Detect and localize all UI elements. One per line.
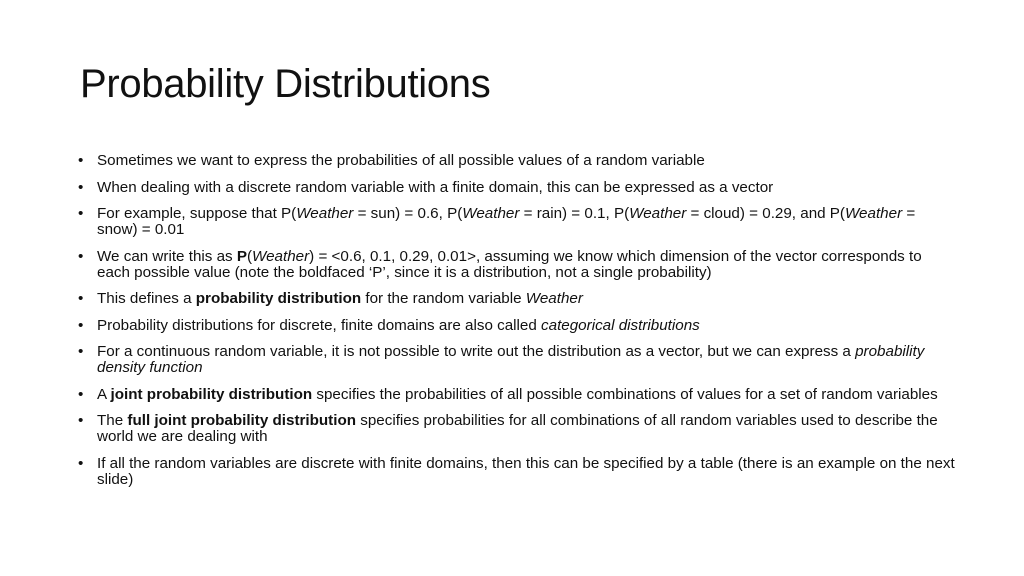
- bullet-text: We can write this as: [97, 247, 237, 265]
- bullet-list: [78, 153, 958, 498]
- bullet-text: specifies the probabilities of all possible combinations of values for a set of random variables: [312, 385, 938, 403]
- bullet-item: [78, 180, 958, 196]
- bullet-item: [78, 318, 958, 334]
- italic-term: Weather: [252, 247, 310, 265]
- bullet-text: If all the random variables are discrete with finite domains, then this can be specified by a table (there is an example on the next slide): [97, 454, 955, 488]
- bullet-item: [78, 249, 958, 281]
- italic-term: Weather: [525, 290, 583, 307]
- bullet-item: [78, 387, 958, 403]
- italic-term: categorical distributions: [541, 316, 700, 334]
- bullet-item: [78, 344, 958, 376]
- bullet-text: Sometimes we want to express the probabilities of all possible values of a random variable: [97, 152, 705, 169]
- bullet-item: [78, 206, 958, 238]
- italic-term: Weather: [296, 205, 354, 222]
- bold-term: full joint probability distribution: [127, 412, 357, 429]
- bold-term: probability distribution: [195, 290, 362, 307]
- bold-term: joint probability distribution: [110, 385, 313, 403]
- bold-term: P: [236, 247, 247, 265]
- bullet-text: For a continuous random variable, it is not possible to write out the distribution as a vector, but we can express a: [97, 343, 856, 360]
- bullet-text: = rain) = 0.1, P(: [519, 205, 630, 222]
- bullet-item: [78, 153, 958, 169]
- bullet-text: Probability distributions for discrete, finite domains are also called: [97, 316, 542, 334]
- italic-term: Weather: [629, 205, 687, 222]
- bullet-text: ) = <0.6, 0.1, 0.29, 0.01>, assuming we know which dimension of the vector corresponds to each possible value (note the boldfaced ‘P’, since it is a distribution, not a single probability): [97, 247, 922, 281]
- italic-term: Weather: [462, 205, 520, 222]
- bullet-text: (: [246, 247, 253, 265]
- italic-term: probability density function: [97, 343, 925, 376]
- bullet-text: This defines a: [97, 290, 196, 307]
- bullet-item: [78, 413, 958, 445]
- bullet-text: = snow) = 0.01: [97, 205, 916, 238]
- bullet-text: A: [97, 385, 111, 403]
- bullet-text: = sun) = 0.6, P(: [353, 205, 463, 222]
- bullet-text: = cloud) = 0.29, and P(: [686, 205, 845, 222]
- bullet-text: specifies probabilities for all combinations of all random variables used to describe the world we are dealing with: [97, 412, 938, 445]
- bullet-item: [78, 291, 958, 307]
- italic-term: Weather: [845, 205, 903, 222]
- bullet-text: For example, suppose that P(: [97, 205, 297, 222]
- bullet-text: The: [97, 412, 128, 429]
- bullet-item: [78, 456, 958, 488]
- bullet-text: When dealing with a discrete random variable with a finite domain, this can be expressed as a vector: [97, 178, 774, 196]
- slide-title: Probability Distributions: [80, 62, 491, 106]
- bullet-text: for the random variable: [361, 290, 526, 307]
